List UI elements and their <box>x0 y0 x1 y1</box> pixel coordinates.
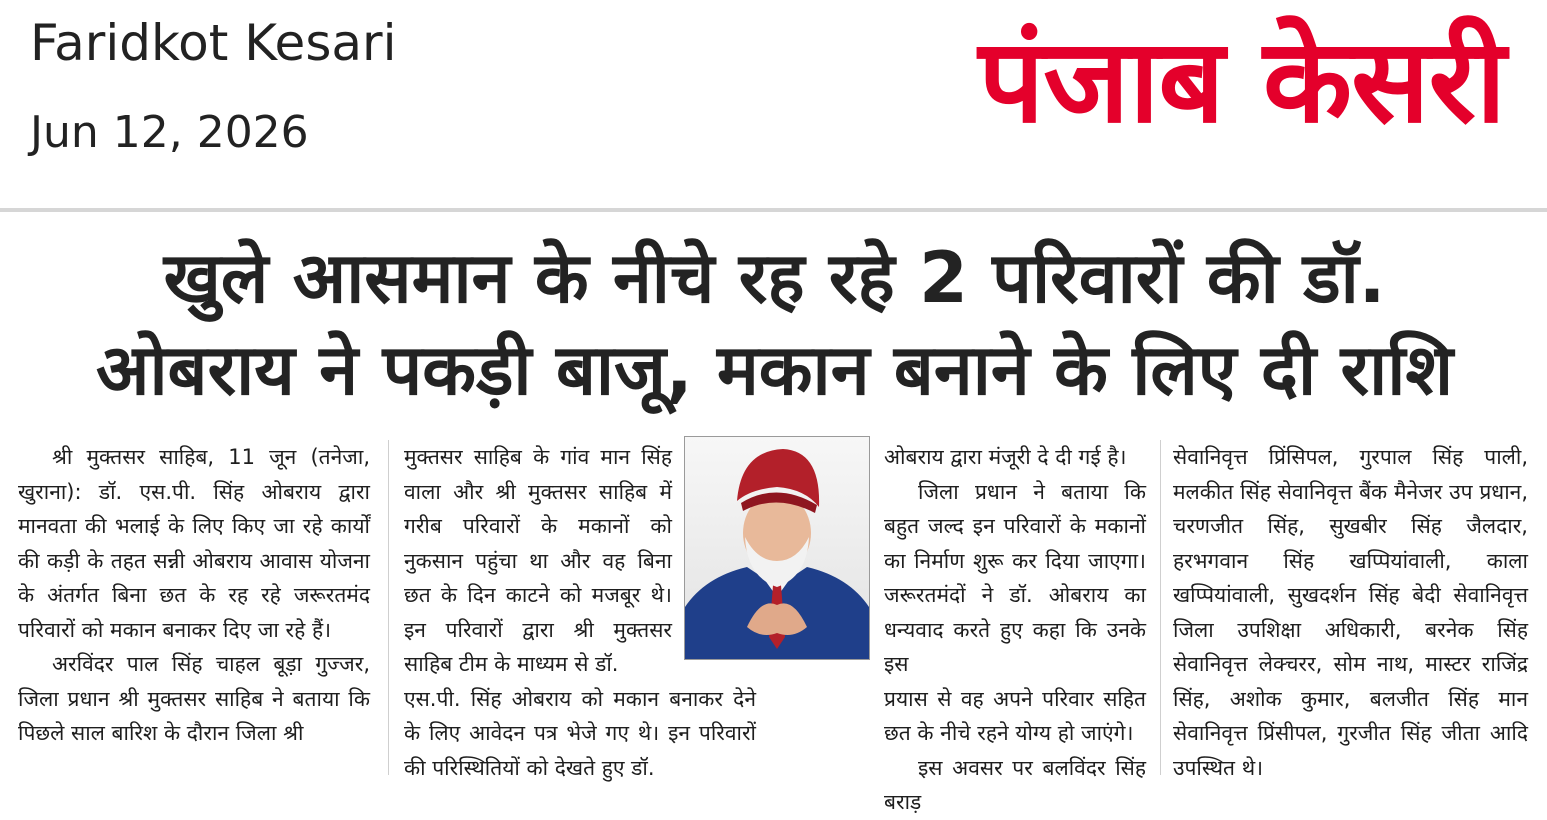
portrait-figure-icon <box>685 437 869 659</box>
article-paragraph: ओबराय द्वारा मंजूरी दे दी गई है। <box>884 445 1127 469</box>
article-paragraph: श्री मुक्तसर साहिब, 11 जून (तनेजा, खुराना): डॉ. एस.पी. सिंह ओबराय द्वारा मानवता की भलाई के लिए किए जा रहे कार्यों की कड़ी के तहत सन्नी ओबराय आवास योजना के अंतर्गत बिना छत के रह रहे जरूरतमंद परिवारों को मकान बनाकर दिए जा रहे हैं। <box>18 445 370 642</box>
header-divider <box>0 208 1547 212</box>
portrait-photo <box>684 436 870 660</box>
newspaper-masthead: पंजाब केसरी <box>978 14 1505 149</box>
headline-line-2: ओबराय ने पकड़ी बाजू, मकान बनाने के लिए दी राशि <box>95 329 1454 411</box>
article-paragraph: प्रयास से वह अपने परिवार सहित छत के नीचे रहने योग्य हो जाएंगे। <box>884 686 1146 745</box>
headline-line-1: खुले आसमान के नीचे रह रहे 2 परिवारों की डॉ. <box>163 237 1386 319</box>
article-paragraph: मुक्तसर साहिब के गांव मान सिंह वाला और श्री मुक्तसर साहिब में गरीब परिवारों के मकानों को नुकसान पहुंचा था और वह बिना छत के दिन काटने को मजबूर थे। इन परिवारों द्वारा श्री मुक्तसर साहिब टीम के माध्यम से डॉ. <box>404 445 672 676</box>
column-rule <box>388 440 389 775</box>
edition-name: Faridkot Kesari <box>30 14 397 72</box>
article-paragraph: जिला प्रधान ने बताया कि बहुत जल्द इन परिवारों के मकानों का निर्माण शुरू कर दिया जाएगा। जरूरतमंदों ने डॉ. ओबराय का धन्यवाद करते हुए कहा कि उनके इस <box>884 479 1146 676</box>
article-paragraph: सेवानिवृत्त प्रिंसिपल, गुरपाल सिंह पाली, मलकीत सिंह सेवानिवृत्त बैंक मैनेजर उप प्रधान, चरणजीत सिंह, सुखबीर सिंह जैलदार, हरभगवान सिंह खप्पियांवाली, काला खप्पियांवाली, सुखदर्शन सिंह बेदी सेवानिवृत्त जिला उपशिक्षा अधिकारी, बरनेक सिंह सेवानिवृत्त लेक्चरर, सोम नाथ, मास्टर राजिंद्र सिंह, अशोक कुमार, बलजीत सिंह मान सेवानिवृत्त प्रिंसीपल, गुरजीत सिंह जीता आदि उपस्थित थे। <box>1173 445 1528 780</box>
article-paragraph: अरविंदर पाल सिंह चाहल बूड़ा गुज्जर, जिला प्रधान श्री मुक्तसर साहिब ने बताया कि पिछले साल बारिश के दौरान जिला श्री <box>18 652 370 745</box>
article-column-1 <box>18 440 370 751</box>
edition-date: Jun 12, 2026 <box>30 107 309 158</box>
article-column-4 <box>1173 440 1528 785</box>
article-headline <box>22 232 1527 416</box>
article-column-3 <box>884 440 1146 820</box>
article-paragraph: इस अवसर पर बलविंदर सिंह बराड़ <box>884 755 1146 814</box>
article-paragraph: एस.पी. सिंह ओबराय को मकान बनाकर देने के लिए आवेदन पत्र भेजे गए थे। इन परिवारों की परिस्थितियों को देखते हुए डॉ. <box>404 686 756 780</box>
column-rule <box>1160 440 1161 775</box>
